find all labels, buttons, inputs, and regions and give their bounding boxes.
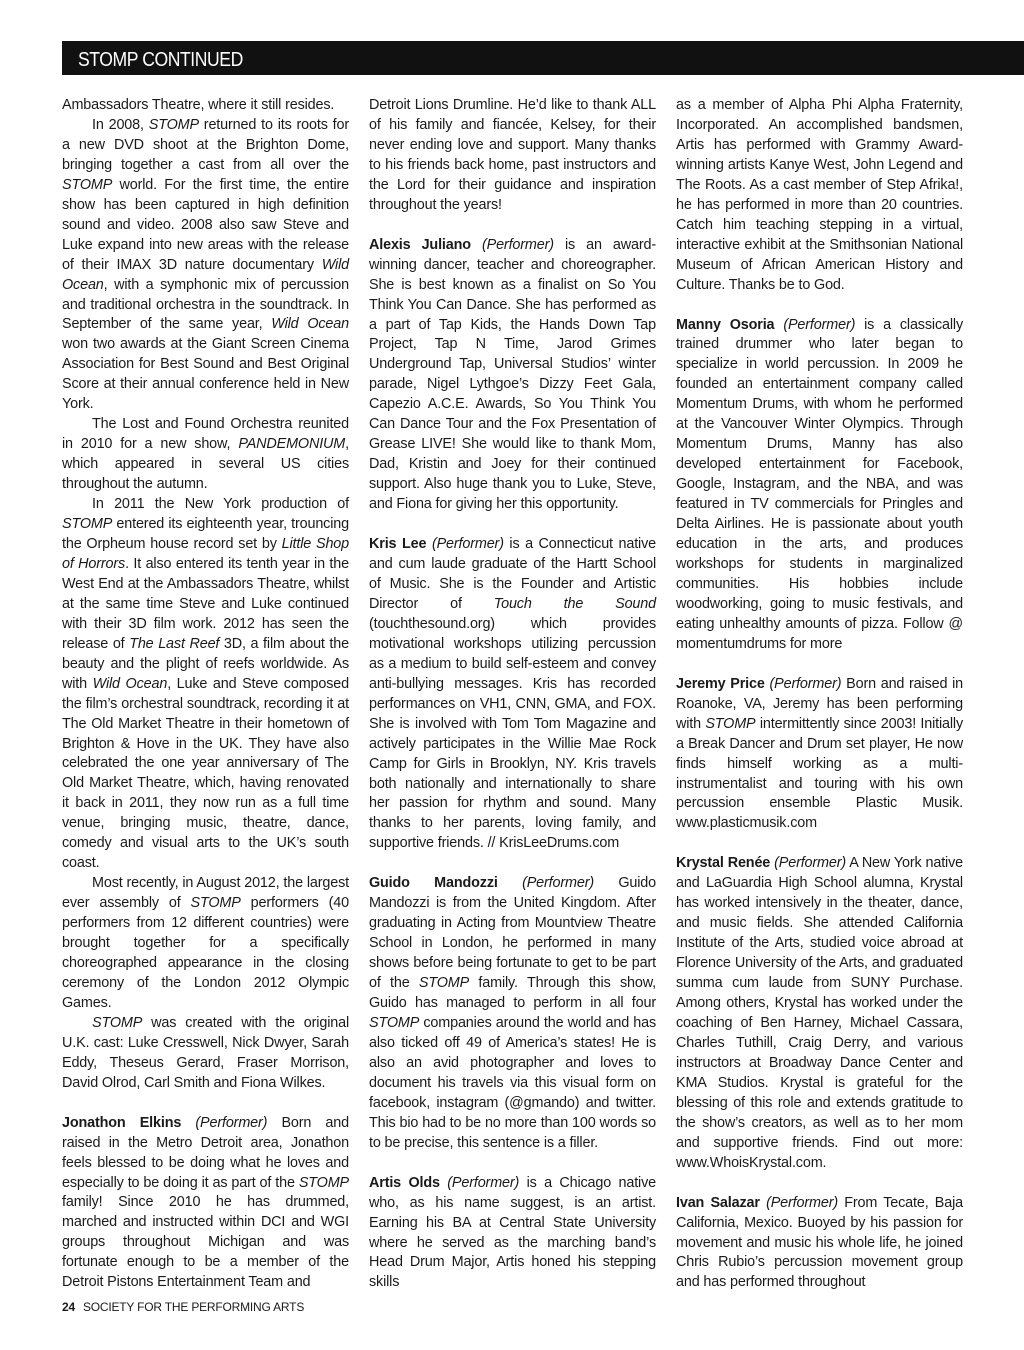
paragraph: Ambassadors Theatre, where it still resides.: [62, 97, 335, 113]
bio-krystal-renee: Krystal Renée (Performer) A New York native and LaGuardia High School alumna, Krystal has worked intensively in the theater, dance, and music fields. She attended California Institute of the Arts, studied voice abroad at Florence University of the Arts, and graduated summa cum laude from SUNY Purchase. Among others, Krystal has worked under the coaching of Ben Harney, Michael Cassara, Charles Tuthill, Craig Derry, and various instructors at Broadway Dance Center and KMA Studios. Krystal is grateful for the blessing of this role and extends gratitude to the show’s creators, as well as to her mom and supportive friends. Find out more: www.WhoisKrystal.com.: [676, 855, 963, 1171]
performer-name: Jonathon Elkins: [62, 1114, 182, 1131]
bio-jonathon-elkins: Jonathon Elkins (Performer) Born and raised in the Metro Detroit area, Jonathon feels blessed to be doing what he loves and especially to be doing it as part of the STOMP family! Since 2010 he has drummed, marched and instructed within DCI and WGI groups throughout Michigan and was fortunate enough to be a member of the Detroit Pistons Entertainment Team and: [62, 1114, 349, 1291]
paragraph: STOMP was created with the original U.K. cast: Luke Cresswell, Nick Dwyer, Sarah Eddy, Theseus Gerard, Fraser Morrison, David Olrod, Carl Smith and Fiona Wilkes.: [62, 1014, 349, 1091]
performer-name: Alexis Juliano: [369, 236, 471, 253]
performer-name: Guido Mandozzi: [369, 875, 498, 892]
bio-manny-osoria: Manny Osoria (Performer) is a classically trained drummer who later began to specialize in world percussion. In 2009 he founded an entertainment company called Momentum Drums, with whom he performed at the Vancouver Winter Olympics. Through Momentum Drums, Manny has also developed entertainment for Facebook, Google, Instagram, and the NBA, and was featured in TV commercials for Pringles and Delta Airlines. He is passionate about youth education in the arts, and produces workshops for students in marginalized communities. His hobbies include woodworking, going to music festivals, and eating unhealthy amounts of pizza. Follow @ momentumdrums for more: [676, 316, 963, 652]
paragraph: In 2008, STOMP returned to its roots for a new DVD shoot at the Brighton Dome, bringing together a cast from all over the STOMP world. For the first time, the entire show has been captured in high definition sound and video. 2008 also saw Steve and Luke expand into new areas with the release of their IMAX 3D nature documentary Wild Ocean, with a symphonic mix of percussion and traditional orchestra in the soundtrack. In September of the same year, Wild Ocean won two awards at the Giant Screen Cinema Association for Best Sound and Best Original Score at their annual conference held in New York.: [62, 116, 349, 413]
section-title: STOMP CONTINUED: [78, 49, 243, 71]
performer-name: Artis Olds: [369, 1174, 440, 1191]
page-footer: [62, 1300, 304, 1314]
paragraph: as a member of Alpha Phi Alpha Fraternity, Incorporated. An accomplished bandsmen, Artis has performed with Grammy Award-winning artists Kanye West, John Legend and The Roots. As a cast member of Step Afrika!, he has performed in more than 20 countries. Catch him teaching stepping in a virtual, interactive exhibit at the Smithsonian National Museum of African American History and Culture. Thanks be to God.: [676, 97, 963, 293]
performer-name: Ivan Salazar: [676, 1194, 760, 1211]
bio-alexis-juliano: Alexis Juliano (Performer) is an award-winning dancer, teacher and choreographer. She is best known as a finalist on So You Think You Can Dance. She has performed as a part of Tap Kids, the Hands Down Tap Project, Tap N Time, Jarod Grimes Underground Tap, Universal Studios’ winter parade, Nigel Lythgoe’s Dizzy Feet Gala, Capezio A.C.E. Awards, So You Think You Can Dance Tour and the Fox Presentation of Grease LIVE! She would like to thank Mom, Dad, Kristin and Joey for their continued support. Also huge thank you to Luke, Steve, and Fiona for giving her this opportunity.: [369, 236, 656, 513]
paragraph: The Lost and Found Orchestra reunited in 2010 for a new show, PANDEMONIUM, which appeared in several US cities throughout the autumn.: [62, 416, 349, 493]
performer-name: Kris Lee: [369, 536, 427, 553]
section-header-bar: [62, 41, 1024, 75]
page-number: 24: [62, 1300, 75, 1314]
paragraph: Detroit Lions Drumline. He’d like to thank ALL of his family and fiancée, Kelsey, for their never ending love and support. Many thanks to his friends back home, past instructors and the Lord for their guidance and inspiration throughout the years!: [369, 97, 656, 213]
bio-ivan-salazar: Ivan Salazar (Performer) From Tecate, Baja California, Mexico. Buoyed by his passion for movement and music his whole life, he joined Chris Rubio’s percussion movement group and has performed throughout: [676, 1194, 964, 1291]
bio-kris-lee: Kris Lee (Performer) is a Connecticut native and cum laude graduate of the Hartt School of Music. She is the Founder and Artistic Director of Touch the Sound (touchthesound.org) which provides motivational workshops utilizing percussion as a medium to build self-esteem and convey anti-bullying messages. Kris has recorded performances on VH1, CNN, GMA, and FOX. She is involved with Tom Tom Magazine and actively participates in the Willie Mae Rock Camp for Girls in Brooklyn, NY. Kris travels both nationally and internationally to share her passion for rhythm and sound. Many thanks to her parents, loving family, and supportive friends. // KrisLeeDrums.com: [369, 536, 656, 852]
column-3: [676, 96, 963, 1293]
performer-name: Krystal Renée: [676, 855, 771, 872]
column-1: [62, 96, 349, 1293]
performer-name: Jeremy Price: [676, 675, 765, 692]
bio-jeremy-price: Jeremy Price (Performer) Born and raised in Roanoke, VA, Jeremy has been performing with STOMP intermittently since 2003! Initially a Break Dancer and Drum set player, He now finds himself working as a multi-instrumentalist and touring with his own percussion ensemble Plastic Musik. www.plasticmusik.com: [676, 675, 964, 832]
performer-name: Manny Osoria: [676, 316, 775, 333]
column-2: [369, 96, 656, 1293]
paragraph: In 2011 the New York production of STOMP entered its eighteenth year, trouncing the Orpheum house record set by Little Shop of Horrors. It also entered its tenth year in the West End at the Ambassadors Theatre, whilst at the same time Steve and Luke continued with their 3D film work. 2012 has seen the release of The Last Reef 3D, a film about the beauty and the plight of reefs worldwide. As with Wild Ocean, Luke and Steve composed the film’s orchestral soundtrack, recording it at The Old Market Theatre in their hometown of Brighton & Hove in the UK. They have also celebrated the one year anniversary of The Old Market Theatre, which, having renovated it back in 2011, they now run as a full time venue, bringing music, theatre, dance, comedy and visual arts to the UK’s south coast.: [62, 496, 350, 872]
bio-guido-mandozzi: Guido Mandozzi (Performer) Guido Mandozzi is from the United Kingdom. After graduating in Acting from Mountview Theatre School in London, he performed in many shows before being fortunate to get to be part of the STOMP family. Through this show, Guido has managed to perform in all four STOMP companies around the world and has also ticked off 49 of America’s states! He is also an avid photographer and loves to document his travels via this visual form on facebook, instagram (@gmando) and twitter. This bio had to be no more than 100 words so to be precise, this sentence is a filler.: [369, 875, 657, 1151]
publication-name: SOCIETY FOR THE PERFORMING ARTS: [82, 1300, 305, 1314]
bio-artis-olds: Artis Olds (Performer) is a Chicago native who, as his name suggest, is an artist. Earning his BA at Central State University where he served as the marching band’s Head Drum Major, Artis honed his stepping skills: [369, 1174, 656, 1291]
paragraph: Most recently, in August 2012, the largest ever assembly of STOMP performers (40 performers from 12 different countries) were brought together for a specifically choreographed appearance in the closing ceremony of the London 2012 Olympic Games.: [62, 875, 349, 1011]
